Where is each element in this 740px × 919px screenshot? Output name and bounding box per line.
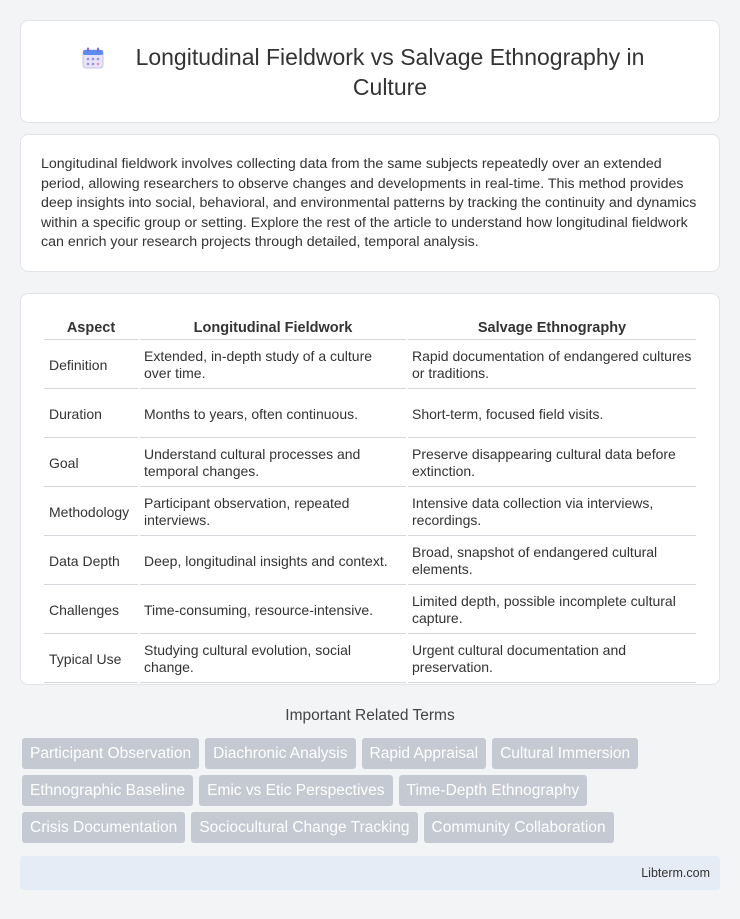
footer: [20, 856, 720, 890]
salvage-cell: Limited depth, possible incomplete cultural capture.: [408, 587, 696, 634]
aspect-cell: Methodology: [44, 489, 138, 536]
aspect-cell: Duration: [44, 391, 138, 438]
table-row: [44, 587, 696, 634]
aspect-cell: Goal: [44, 440, 138, 487]
tag-participant-observation[interactable]: Participant Observation: [22, 738, 199, 769]
page-title: Longitudinal Fieldwork vs Salvage Ethnography in Culture: [135, 43, 645, 100]
tag-time-depth-ethnography[interactable]: Time-Depth Ethnography: [399, 775, 588, 806]
intro-card: [20, 134, 720, 272]
tag-cultural-immersion[interactable]: Cultural Immersion: [492, 738, 638, 769]
related-terms-title: Important Related Terms: [285, 707, 455, 724]
table-header-row: [44, 316, 696, 340]
tag-crisis-documentation[interactable]: Crisis Documentation: [22, 812, 185, 843]
tag-community-collaboration[interactable]: Community Collaboration: [424, 812, 614, 843]
aspect-cell: Definition: [44, 342, 138, 389]
longitudinal-cell: Time-consuming, resource-intensive.: [140, 587, 406, 634]
table-row: [44, 342, 696, 389]
salvage-cell: Urgent cultural documentation and preservation.: [408, 636, 696, 683]
aspect-cell: Data Depth: [44, 538, 138, 585]
longitudinal-cell: Months to years, often continuous.: [140, 391, 406, 438]
tag-ethnographic-baseline[interactable]: Ethnographic Baseline: [22, 775, 193, 806]
intro-paragraph: Longitudinal fieldwork involves collecting data from the same subjects repeatedly over an extended period, allowing researchers to observe changes and developments in real-time. This method provides deep insights into social, behavioral, and environmental patterns by tracking the continuity and dynamics within a specific group or setting. Explore the rest of the article to understand how longitudinal fieldwork can enrich your research projects through detailed, temporal analysis.: [41, 156, 697, 251]
header-card: [20, 20, 720, 123]
salvage-cell: Broad, snapshot of endangered cultural elements.: [408, 538, 696, 585]
comparison-table: [42, 314, 698, 685]
longitudinal-cell: Deep, longitudinal insights and context.: [140, 538, 406, 585]
related-terms-list: [22, 738, 722, 849]
tag-diachronic-analysis[interactable]: Diachronic Analysis: [205, 738, 355, 769]
salvage-cell: Short-term, focused field visits.: [408, 391, 696, 438]
table-row: [44, 489, 696, 536]
table-row: [44, 391, 696, 438]
longitudinal-cell: Extended, in-depth study of a culture over time.: [140, 342, 406, 389]
calendar-icon: [81, 46, 105, 70]
longitudinal-cell: Participant observation, repeated interviews.: [140, 489, 406, 536]
column-header-aspect: Aspect: [44, 316, 138, 340]
salvage-cell: Preserve disappearing cultural data before extinction.: [408, 440, 696, 487]
tag-sociocultural-change-tracking[interactable]: Sociocultural Change Tracking: [191, 812, 417, 843]
table-row: [44, 440, 696, 487]
aspect-cell: Typical Use: [44, 636, 138, 683]
column-header-salvage: Salvage Ethnography: [408, 316, 696, 340]
longitudinal-cell: Understand cultural processes and temporal changes.: [140, 440, 406, 487]
aspect-cell: Challenges: [44, 587, 138, 634]
longitudinal-cell: Studying cultural evolution, social change.: [140, 636, 406, 683]
table-row: [44, 538, 696, 585]
tag-rapid-appraisal[interactable]: Rapid Appraisal: [362, 738, 487, 769]
table-row: [44, 636, 696, 683]
footer-site-link[interactable]: Libterm.com: [641, 866, 710, 880]
column-header-longitudinal: Longitudinal Fieldwork: [140, 316, 406, 340]
comparison-table-card: [20, 293, 720, 685]
salvage-cell: Intensive data collection via interviews, recordings.: [408, 489, 696, 536]
title-wrap: [81, 42, 659, 102]
tag-emic-vs-etic[interactable]: Emic vs Etic Perspectives: [199, 775, 392, 806]
salvage-cell: Rapid documentation of endangered cultures or traditions.: [408, 342, 696, 389]
